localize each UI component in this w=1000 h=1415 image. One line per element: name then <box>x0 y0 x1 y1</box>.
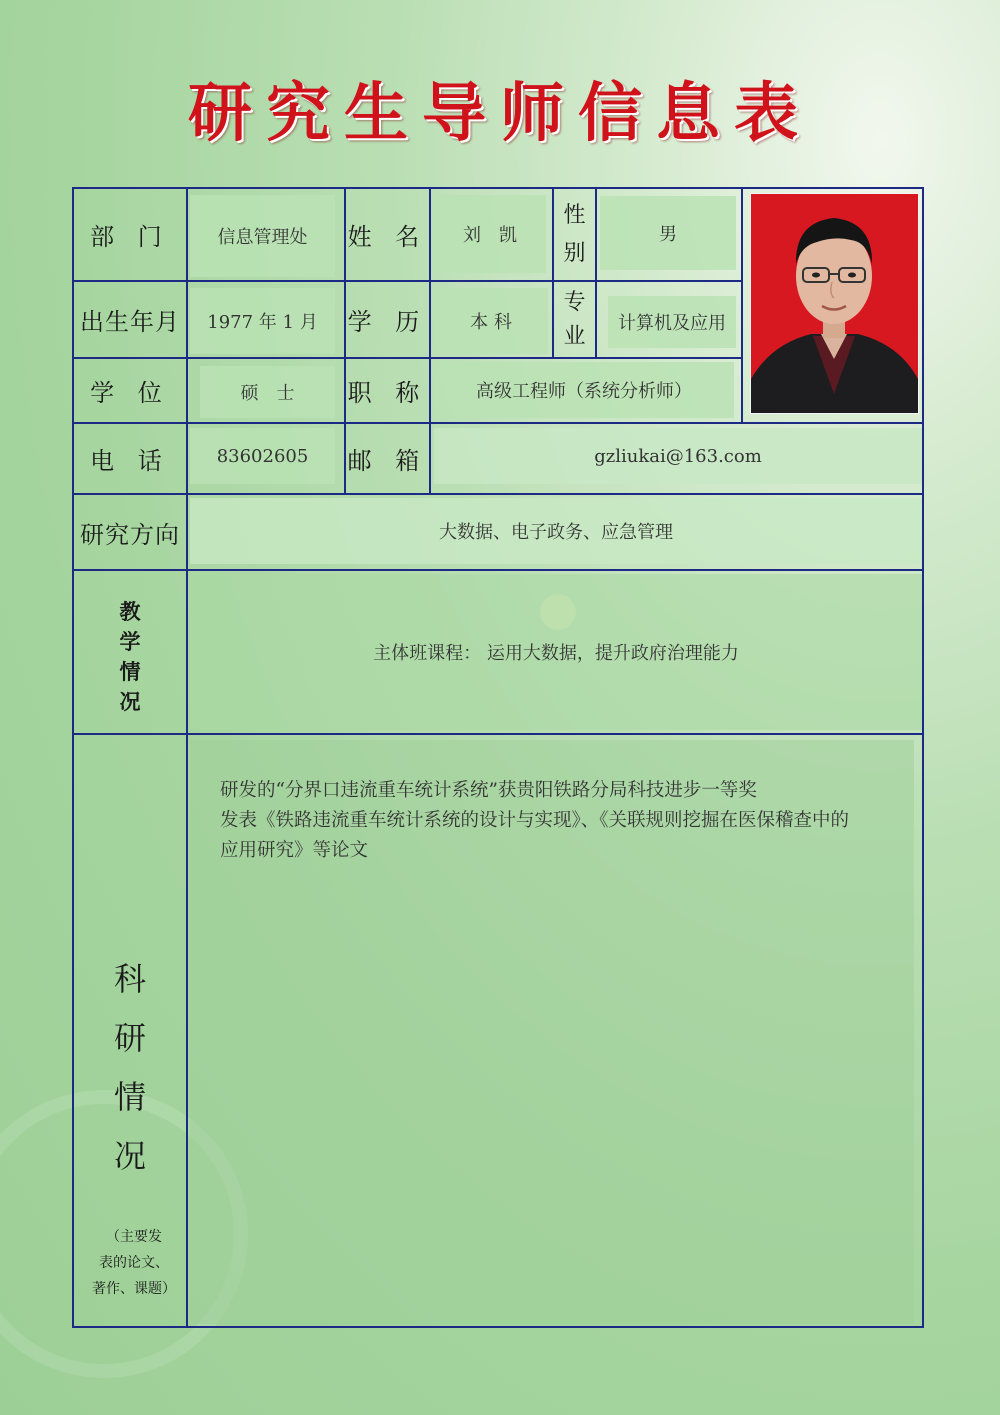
teaching-label-char: 况 <box>119 689 141 714</box>
research-label-char: 情 <box>113 1078 146 1116</box>
row-divider <box>72 733 924 735</box>
page-title: 研究生导师信息表 <box>188 77 812 151</box>
teaching-label-char: 学 <box>119 629 141 654</box>
row-divider <box>72 493 924 495</box>
col-divider <box>741 187 743 422</box>
col-divider <box>429 187 431 493</box>
phone-value: 83602605 <box>190 428 335 484</box>
teaching-value: 主体班课程： 运用大数据，提升政府治理能力 <box>190 574 922 730</box>
col-divider <box>595 187 597 357</box>
gender-label-char: 性 <box>563 202 586 228</box>
major-value: 计算机及应用 <box>608 296 736 348</box>
research-line: 发表《铁路违流重车统计系统的设计与实现》、《关联规则挖掘在医保稽查中的 <box>220 810 850 831</box>
row-divider <box>72 569 924 571</box>
name-value: 刘 凯 <box>434 195 546 273</box>
degree-label: 学 位 <box>90 379 170 407</box>
education-label: 学 历 <box>347 308 428 336</box>
gender-label-char: 别 <box>563 240 586 266</box>
teaching-label-char: 教 <box>119 599 141 624</box>
major-label-char: 业 <box>563 323 586 349</box>
teaching-label <box>74 594 186 720</box>
research-label-char: 研 <box>113 1019 146 1057</box>
major-label <box>554 282 595 357</box>
birth-label: 出生年月 <box>80 308 180 336</box>
gender-label <box>554 189 595 280</box>
research-label <box>100 950 160 1186</box>
teaching-label-char: 情 <box>119 659 141 684</box>
portrait-illustration <box>751 194 918 413</box>
research-note-line: 表的论文、 <box>99 1255 169 1271</box>
email-value: gzliukai@163.com <box>434 428 922 484</box>
research-line: 研发的“分界口违流重车统计系统”获贵阳铁路分局科技进步一等奖 <box>220 780 757 801</box>
research-direction-value: 大数据、电子政务、应急管理 <box>190 498 922 564</box>
job-title-value: 高级工程师（系统分析师） <box>434 362 734 418</box>
degree-value: 硕 士 <box>200 366 335 418</box>
email-label: 邮 箱 <box>347 447 428 475</box>
education-value: 本 科 <box>434 288 548 354</box>
phone-label: 电 话 <box>90 447 170 475</box>
department-value: 信息管理处 <box>190 195 335 277</box>
major-label-char: 专 <box>563 289 586 315</box>
research-note-line: （主要发 <box>106 1229 162 1245</box>
job-title-label: 职 称 <box>347 379 428 407</box>
research-note-line: 著作、课题） <box>92 1281 176 1297</box>
row-divider <box>72 422 924 424</box>
col-divider <box>186 187 188 1328</box>
research-label-char: 科 <box>113 960 146 998</box>
birth-value: 1977 年 1 月 <box>190 288 335 354</box>
name-label: 姓 名 <box>347 223 428 251</box>
department-label: 部 门 <box>90 223 170 251</box>
gender-value: 男 <box>600 196 736 270</box>
research-label-char: 况 <box>113 1137 146 1175</box>
research-content <box>220 776 880 866</box>
research-direction-label: 研究方向 <box>80 520 180 549</box>
research-note <box>86 1224 182 1302</box>
portrait-photo <box>750 193 919 414</box>
research-line: 应用研究》等论文 <box>220 840 369 861</box>
